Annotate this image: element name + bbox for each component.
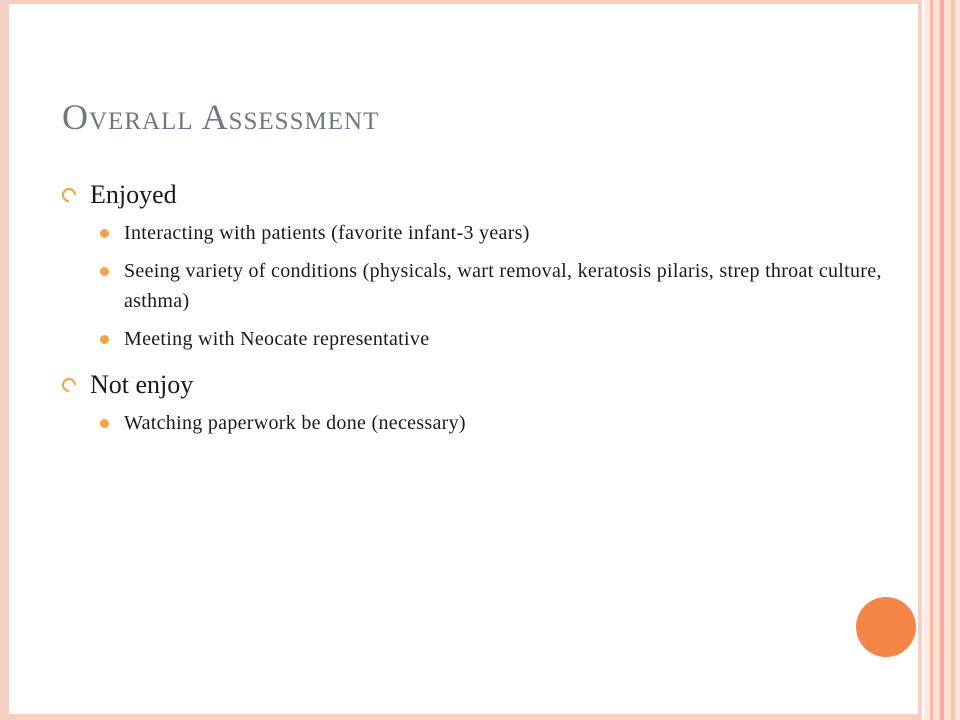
open-circle-icon: [59, 185, 79, 205]
border-left: [0, 0, 9, 720]
section-heading-text: Not enjoy: [90, 370, 194, 399]
filled-dot-icon: [100, 229, 109, 238]
section-heading-enjoyed: [62, 176, 882, 214]
list-item-text: Interacting with patients (favorite infant-3 years): [124, 222, 530, 244]
filled-dot-icon: [100, 419, 109, 428]
filled-dot-icon: [100, 267, 109, 276]
slide-title: Overall Assessment: [62, 97, 380, 137]
filled-dot-icon: [100, 335, 109, 344]
border-top: [0, 0, 918, 4]
list-item: [62, 408, 882, 438]
list-item-text: Meeting with Neocate representative: [124, 328, 430, 350]
not-enjoy-list: [62, 408, 882, 438]
list-item: [62, 324, 882, 354]
list-item-text: Seeing variety of conditions (physicals, wart removal, keratosis pilaris, strep throat culture, asthma): [124, 260, 882, 312]
decorative-stripes: [924, 0, 960, 720]
border-bottom: [0, 714, 918, 720]
orange-circle-icon: [856, 597, 916, 657]
section-heading-not-enjoy: [62, 366, 882, 404]
list-item-text: Watching paperwork be done (necessary): [124, 412, 466, 434]
enjoyed-list: [62, 218, 882, 354]
list-item: [62, 218, 882, 248]
list-item: [62, 256, 882, 316]
border-right: [918, 0, 922, 720]
slide-body: [62, 176, 882, 450]
section-heading-text: Enjoyed: [90, 180, 177, 209]
open-circle-icon: [59, 375, 79, 395]
